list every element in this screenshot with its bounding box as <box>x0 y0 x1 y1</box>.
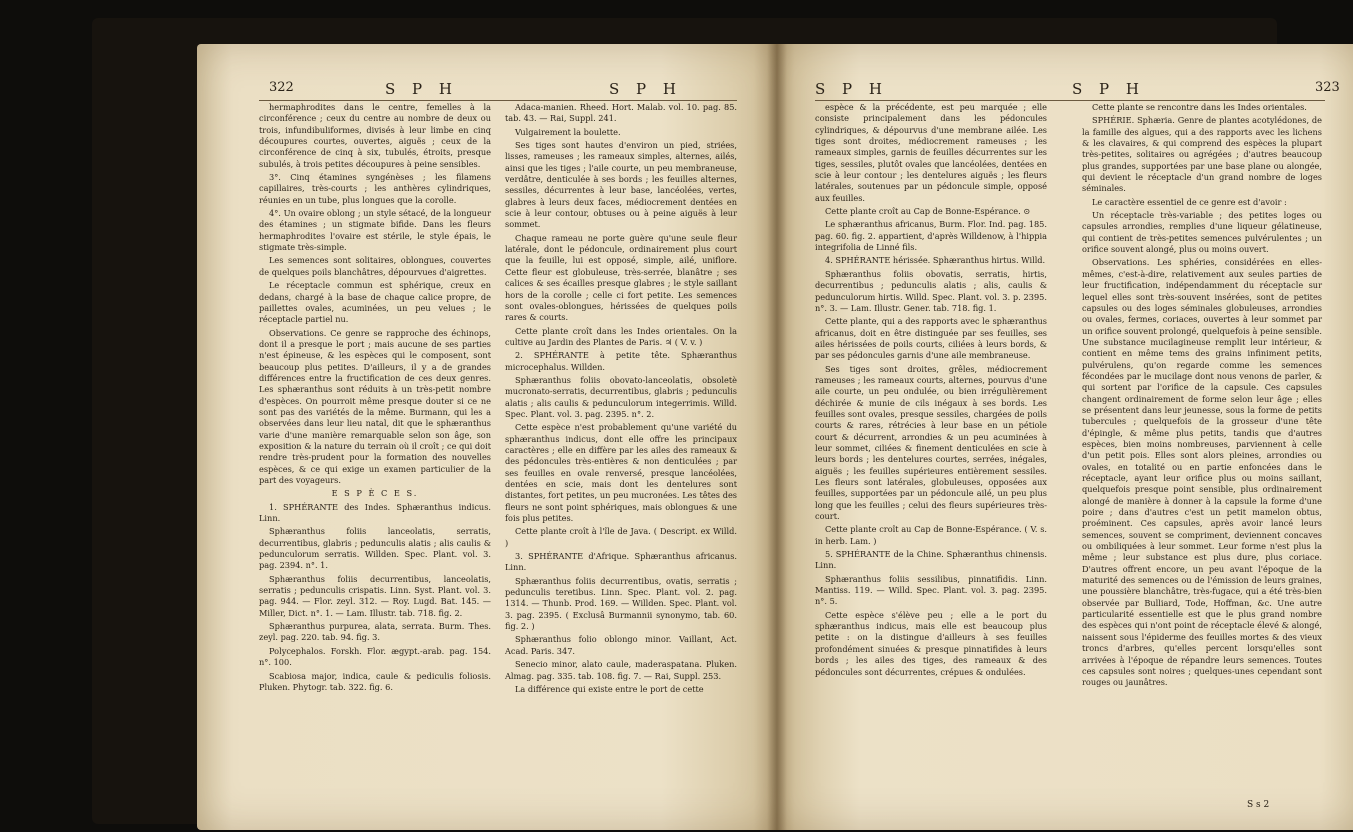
paragraph: E S P È C E S. <box>331 488 419 499</box>
paragraph: 3. SPHÉRANTE d'Afrique. Sphæranthus africanus. Linn. <box>505 551 737 573</box>
paragraph: 4°. Un ovaire oblong ; un style sétacé, de la longueur des étamines ; un stigmate bifide. Dans les fleurs hermaphrodites l'ovaire est stérile, le style épais, le stigmate très-simple. <box>259 208 491 253</box>
paragraph: Vulgairement la boulette. <box>515 126 621 137</box>
paragraph: 2. SPHÉRANTE à petite tête. Sphæranthus microcephalus. Willden. <box>505 350 737 372</box>
paragraph: 5. SPHÉRANTE de la Chine. Sphæranthus chinensis. Linn. <box>815 549 1047 571</box>
left-column-2 <box>505 102 737 697</box>
signature-mark: S s 2 <box>1247 800 1270 810</box>
paragraph: Cette plante croît à l'île de Java. ( Descript. ex Willd. ) <box>505 526 737 548</box>
right-page <box>777 44 1353 830</box>
paragraph: Cette plante se rencontre dans les Indes orientales. <box>1092 102 1307 112</box>
book-gutter <box>767 44 787 830</box>
paragraph: Ses tiges sont droites, grêles, médiocrement rameuses ; les rameaux courts, alternes, pourvus d'une aile courte, un peu ondulée, ou bien irrégulièrement déchirée & munie de cils inégaux à ses bords. Les feuilles sont ovales, presque sessiles, chargées de poils courts & rares, rétrécies à leur base en un pétiole court & décurrent, arrondies & un peu acuminées à leur sommet, ciliées & finement denticulées en scie à leurs bords ; les dentelures courtes, serrées, inégales, aiguës ; les feuilles supérieures entièrement sessiles. Les fleurs sont latérales, globuleuses, opposées aux feuilles, supportées par un pédoncule ailé, un peu plus long que les feuilles ; celui des fleurs supérieures très-court. <box>815 363 1047 522</box>
paragraph: Scabiosa major, indica, caule & pediculis foliosis. Pluken. Phytogr. tab. 322. fig. 6. <box>259 670 491 692</box>
paragraph: Sphæranthus foliis sessilibus, pinnatifidis. Linn. Mantiss. 119. — Willd. Spec. Plant. vol. 3. pag. 2395. n°. 5. <box>815 573 1047 607</box>
page-number-right: 323 <box>1315 80 1340 95</box>
paragraph: 3°. Cinq étamines syngénèses ; les filamens capillaires, très-courts ; les anthères cylindriques, réunies en un tube, plus longues que la corolle. <box>259 172 491 205</box>
paragraph: Polycephalos. Forskh. Flor. ægypt.-arab. pag. 154. n°. 100. <box>259 645 491 668</box>
paragraph: Le caractère essentiel de ce genre est d'avoir : <box>1092 196 1287 207</box>
paragraph: Cette plante croît dans les Indes orientales. On la cultive au Jardin des Plantes de Paris. ♃ ( V. v. ) <box>505 325 737 347</box>
paragraph: Un réceptacle très-variable ; des petites loges ou capsules arrondies, remplies d'une liqueur gélatineuse, qui contient de très-petites semences pulvérulentes ; un orifice souvent alongé, plus ou moins ouvert. <box>1082 210 1322 255</box>
paragraph: Sphæranthus foliis obovato-lanceolatis, obsoletè mucronato-serratis, decurrentibus, glabris ; pedunculis alatis ; alis caulis & pedunculorum integerrimis. Willd. Spec. Plant. vol. 3. pag. 2395. n°. 2. <box>505 374 737 419</box>
paragraph: espèce & la précédente, est peu marquée ; elle consiste principalement dans les pédoncules cylindriques, & dépourvus d'une membrane ailée. Les tiges sont droites, médiocrement rameuses ; les rameaux simples, garnis de feuilles décurrentes sur les tiges, sessiles, plutôt ovales que lancéolées, dentées en scie à leur contour ; les dentelures aiguës ; les fleurs latérales, soutenues par un pédoncule simple, opposé aux feuilles. <box>815 102 1047 203</box>
paragraph: La différence qui existe entre le port de cette <box>515 683 704 694</box>
paragraph: Chaque rameau ne porte guère qu'une seule fleur latérale, dont le pédoncule, ordinairement plus court que la feuille, lui est opposé, simple, ailé, uniflore. Cette fleur est globuleuse, très-serrée, blanâtre ; ses calices & ses écailles presque glabres ; le style saillant hors de la corolle ; celle ci fort petite. Les semences sont ovales-oblongues, hérissées de quelques poils rares & courts. <box>505 232 737 323</box>
paragraph: 1. SPHÉRANTE des Indes. Sphæranthus indicus. Linn. <box>259 501 491 524</box>
page-number-left: 322 <box>269 80 294 95</box>
book-spread <box>92 18 1340 824</box>
paragraph: Cette plante croît au Cap de Bonne-Espérance. ( V. s. in herb. Lam. ) <box>815 524 1047 546</box>
paragraph: Sphæranthus folio oblongo minor. Vaillant, Act. Acad. Paris. 347. <box>505 634 737 656</box>
paragraph: Cette plante croît au Cap de Bonne-Espérance. ⊙ <box>825 206 1031 217</box>
paragraph: Observations. Les sphéries, considérées en elles-mêmes, c'est-à-dire, relativement aux seules parties de leur fructification, indépendamment du réceptacle sur lequel elles sont très-souvent insérées, sont de petites capsules ou des loges séminales globuleuses, arrondies ou ovales, fermes, coriaces, ouvertes à leur sommet par un orifice souvent prolongé, quelquefois à peine sensible. Une substance mucilagineuse remplit leur intérieur, & contient en même tems des grains infiniment petits, pulvérulens, qu'on regarde comme les semences fécondées par le mucilage dont nous venons de parler, & qui sortent par l'orifice de la capsule. Ces capsules changent ordinairement de forme selon leur âge ; elles se présentent dans leur jeunesse, sous la forme de petits tubercules ; quelquefois de la grosseur d'une tête d'épingle, & même plus petits, tandis que d'autres espèces, bien moins nombreuses, parviennent à celle d'un petit pois. Elles sont alors pleines, arrondies ou ovales, en totalité ou en partie enfoncées dans le réceptacle, ayant leur orifice plus ou moins saillant, quelquefois presque point sensible, plus ordinairement alongé de manière à donner à la capsule la forme d'une poire ; dans d'autres c'est un petit mamelon obtus, proéminent. Ces capsules, après avoir lancé leurs semences, souvent se compriment, deviennent concaves ou ombiliquées à leur sommet. Leur forme n'est plus la même ; leur substance est plus dure, plus coriace. D'autres offrent encore, un peu avant l'époque de la maturité des semences ou de l'émission de leurs graines, une poussière blanchâtre, très-fugace, qui a été très-bien observée par Bulliard, Tode, Hoffman, &c. Une autre particularité essentielle est que le plus grand nombre des espèces qui n'ont point de réceptacle élevé & alongé, naissent sous l'épiderme des feuilles mortes & des vieux troncs d'arbres, qu'elles percent lorsqu'elles sont arrivées à l'époque de répandre leurs semences. Toutes ces capsules sont noires ; quelques-unes cependant sont rouges ou jaunâtres. <box>1082 257 1322 688</box>
running-head-left-2: S P H <box>609 80 682 98</box>
running-head-right-1: S P H <box>815 80 888 98</box>
paragraph: SPHÉRIE. Sphæria. Genre de plantes acotylédones, de la famille des algues, qui a des rapports avec les lichens & les clavaires, & qui comprend des espèces la plupart très-petites, solitaires ou agrégées ; d'autres beaucoup plus grandes, supportées par une base plane ou alongée, qui devient le réceptacle d'un grand nombre de loges séminales. <box>1082 115 1322 194</box>
paragraph: Sphæranthus foliis decurrentibus, ovatis, serratis ; pedunculis teretibus. Linn. Spec. Plant. vol. 2. pag. 1314. — Thunb. Prod. 169. — Willden. Spec. Plant. vol. 3. pag. 2395. ( Exclusâ Burmannii synonymo, tab. 60. fig. 2. ) <box>505 575 737 632</box>
paragraph: Les semences sont solitaires, oblongues, couvertes de quelques poils blanchâtres, dépourvues d'aigrettes. <box>259 255 491 277</box>
paragraph: Ses tiges sont hautes d'environ un pied, striées, lisses, rameuses ; les rameaux simples, alternes, ailés, ainsi que les tiges ; l'aile courte, un peu membraneuse, verdâtre, denticulée à ses bords ; les feuilles alternes, sessiles, décurrentes à leur base, lancéolées, vertes, glabres à leurs deux faces, médiocrement dentées en scie à leur contour, obtuses ou à peine aiguës à leur sommet. <box>505 140 737 230</box>
paragraph: Sphæranthus foliis lanceolatis, serratis, decurrentibus, glabris ; pedunculis alatis ; alis caulis & pedunculorum serratis. Willden. Spec. Plant. vol. 3. pag. 2394. n°. 1. <box>259 526 491 571</box>
paragraph: 4. SPHÉRANTE hérissée. Sphæranthus hirtus. Willd. <box>825 255 1046 266</box>
left-column-1 <box>259 102 491 695</box>
paragraph: Le sphæranthus africanus, Burm. Flor. Ind. pag. 185. pag. 60. fig. 2. appartient, d'après Willdenow, à l'hippia integrifolia de Linné fils. <box>815 219 1047 253</box>
paragraph: Adaca-manien. Rheed. Hort. Malab. vol. 10. pag. 85. tab. 43. — Rai, Suppl. 241. <box>505 102 737 124</box>
header-rule <box>259 100 737 101</box>
running-head-left-1: S P H <box>385 80 458 98</box>
paragraph: Observations. Ce genre se rapproche des échinops, dont il a presque le port ; mais aucune de ses parties n'est épineuse, & les espèces qui le composent, sont beaucoup plus petites. D'ailleurs, il y a de grandes différences entre la fructification de ces deux genres. Les sphæranthus sont réduits à un très-petit nombre d'espèces. On pourroit même presque douter si ce ne sont pas des variétés de la même. Burmann, qui les a observées dans leur lieu natal, dit que le sphæranthus varie d'une manière remarquable selon son âge, son exposition & la nature du terrain où il croît ; ce qui doit rendre très-prudent pour la formation des nouvelles espèces, & ce qui exige un examen particulier de la part des voyageurs. <box>259 327 491 485</box>
paragraph: Cette plante, qui a des rapports avec le sphæranthus africanus, doit en être distinguée par ses feuilles, ses ailes hérissées de poils courts, ciliées à leurs bords, & par ses pédoncules garnis d'une aile membraneuse. <box>815 316 1047 361</box>
paragraph: Sphæranthus foliis decurrentibus, lanceolatis, serratis ; pedunculis crispatis. Linn. Syst. Plant. vol. 3. pag. 944. — Flor. zeyl. 312. — Roy. Lugd. Bat. 145. — Miller, Dict. n°. 1. — Lam. Illustr. tab. 718. fig. 2. <box>259 573 491 618</box>
left-page <box>197 44 777 830</box>
paragraph: Sphæranthus purpurea, alata, serrata. Burm. Thes. zeyl. pag. 220. tab. 94. fig. 3. <box>259 621 491 643</box>
right-column-2 <box>1082 102 1322 691</box>
paragraph: Cette espèce s'élève peu ; elle a le port du sphæranthus indicus, mais elle est beaucoup plus petite : on la distingue d'ailleurs à ses feuilles profondément sinuées & presque pinnatifides à leurs bords ; les ailes des tiges, des rameaux & des pédoncules sont décurrentes, crépues & ondulées. <box>815 609 1047 677</box>
paragraph: Cette espèce n'est probablement qu'une variété du sphæranthus indicus, dont elle offre les principaux caractères ; elle en diffère par les ailes des rameaux & des pédoncules très-entières & non denticulées ; par ses feuilles en ovale renversé, presque lancéolées, dentées en scie, mais dont les dentelures sont distantes, fort petites, un peu mucronées. Les têtes des fleurs ne sont point sphériques, mais oblongues & une fois plus petites. <box>505 422 737 524</box>
paragraph: hermaphrodites dans le centre, femelles à la circonférence ; ceux du centre au nombre de deux ou trois, infundibuliformes, divisés à leur limbe en cinq découpures courtes, ouvertes, aiguës ; ceux de la circonférence de cinq à six, tubulés, étroits, presque subulés, à trois petites découpures à peine sensibles. <box>259 102 491 169</box>
paragraph: Le réceptacle commun est sphérique, creux en dedans, chargé à la base de chaque calice propre, de paillettes ovales, acuminées, un peu velues ; le réceptacle partiel nu. <box>259 280 491 325</box>
running-head-right-2: S P H <box>1072 80 1145 98</box>
header-rule <box>815 100 1325 101</box>
paragraph: Senecio minor, alato caule, maderaspatana. Pluken. Almag. pag. 335. tab. 108. fig. 7. — Rai, Suppl. 253. <box>505 659 737 681</box>
right-column-1 <box>815 102 1047 680</box>
paragraph: Sphæranthus foliis obovatis, serratis, hirtis, decurrentibus ; pedunculis alatis ; alis, caulis & pedunculorum hirtis. Willd. Spec. Plant. vol. 3. p. 2395. n°. 3. — Lam. Illustr. Gener. tab. 718. fig. 1. <box>815 268 1047 313</box>
